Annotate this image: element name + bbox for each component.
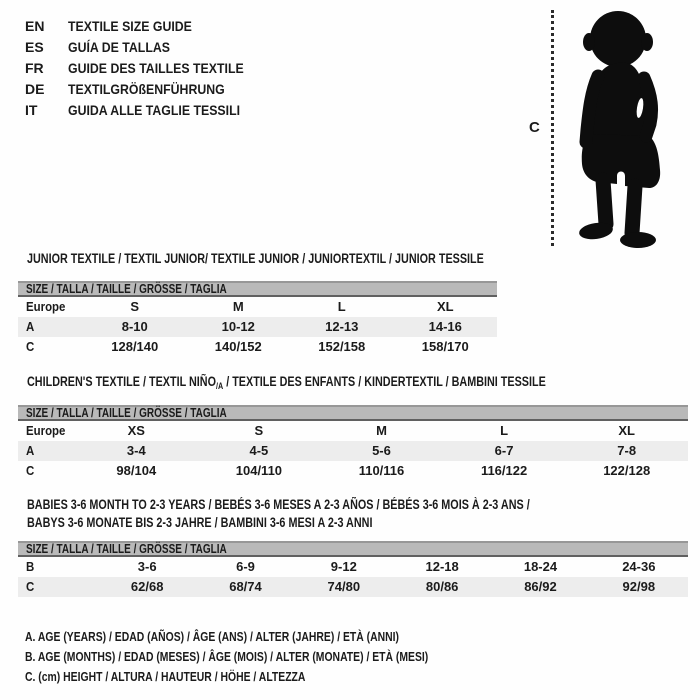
size-cell: 68/74 [229,579,262,594]
height-dotted-line [551,10,554,246]
row-label: C [26,339,35,354]
size-cell: XL [618,423,635,438]
size-cell: 5-6 [372,443,391,458]
size-cell: 158/170 [421,339,469,354]
children-title-subscript: /A [215,381,224,391]
table-row-height [18,577,688,597]
legend [25,627,529,687]
children-section-title [27,373,676,395]
language-title: TEXTILGRÖßENFÜHRUNG [68,80,225,97]
size-cell: 6-7 [494,443,514,458]
size-cell: 62/68 [130,579,164,594]
table-row-height [18,337,497,357]
table-row-age [18,441,688,461]
size-cell: 122/128 [603,463,651,478]
row-label: A [26,443,35,458]
babies-size-table [18,541,688,597]
language-title: GUIDE DES TAILLES TEXTILE [68,59,244,76]
size-cell: 6-9 [236,559,255,574]
height-measure-label: C [529,119,540,136]
size-cell: 12-18 [425,559,459,574]
size-cell: L [337,299,346,314]
size-cell: 140/152 [214,339,262,354]
row-label: C [26,579,35,594]
size-cell: 80/86 [425,579,459,594]
language-title: TEXTILE SIZE GUIDE [68,17,192,34]
size-cell: 18-24 [523,559,558,574]
language-code: DE [25,80,45,97]
size-cell: 9-12 [330,559,357,574]
children-size-table [18,405,688,481]
table-row-age-months [18,557,688,577]
size-cell: 8-10 [121,319,148,334]
language-code: FR [25,59,44,76]
language-title: GUIDA ALLE TAGLIE TESSILI [68,101,241,118]
row-label: Europe [26,299,66,314]
legend-line-c: C. (cm) HEIGHT / ALTURA / HAUTEUR / HÖHE / ALTEZZA [25,669,306,684]
junior-section-title-text: JUNIOR TEXTILE / TEXTIL JUNIOR/ TEXTILE JUNIOR / JUNIORTEXTIL / JUNIOR TESSILE [27,251,484,266]
babies-section-title [27,496,655,532]
legend-line-a: A. AGE (YEARS) / EDAD (AÑOS) / ÂGE (ANS) / ALTER (JAHRE) / ETÀ (ANNI) [25,629,400,644]
junior-section-title [27,250,598,268]
language-row-it [25,99,268,120]
size-header-label: SIZE / TALLA / TAILLE / GRÖSSE / TAGLIA [26,282,227,296]
language-code: IT [25,101,38,118]
size-cell: 3-6 [137,559,157,574]
size-cell: 128/140 [111,339,159,354]
size-cell: 24-36 [622,559,656,574]
size-cell: 12-13 [325,319,359,334]
size-header-bar [18,405,688,421]
language-row-fr [25,57,268,78]
size-cell: XS [127,423,145,438]
row-label: Europe [26,423,66,438]
size-cell: 92/98 [622,579,656,594]
row-label: C [26,463,35,478]
babies-title-line2: BABYS 3-6 MONATE BIS 2-3 JAHRE / BAMBINI 3-6 MESI A 2-3 ANNI [27,515,373,530]
size-header-label: SIZE / TALLA / TAILLE / GRÖSSE / TAGLIA [26,406,227,420]
size-cell: 74/80 [327,579,361,594]
size-header-bar [18,281,497,297]
table-row-age [18,317,497,337]
babies-title-line1: BABIES 3-6 MONTH TO 2-3 YEARS / BEBÉS 3-6 MESES A 2-3 AÑOS / BÉBÉS 3-6 MOIS À 2-3 ANS / [27,497,530,512]
size-cell: 4-5 [249,443,269,458]
size-cell: 104/110 [235,463,283,478]
language-row-de [25,78,268,99]
size-cell: 86/92 [524,579,557,594]
size-cell: 98/104 [116,463,157,478]
children-title-suffix: / TEXTILE DES ENFANTS / KINDERTEXTIL / BAMBINI TESSILE [223,374,546,389]
size-cell: 14-16 [428,319,462,334]
size-cell: S [130,299,140,314]
size-cell: 7-8 [617,443,637,458]
size-cell: L [500,423,509,438]
legend-line-b: B. AGE (MONTHS) / EDAD (MESES) / ÂGE (MOIS) / ALTER (MONATE) / ETÀ (MESI) [25,649,429,664]
language-row-en [25,15,268,36]
language-code: EN [25,17,45,34]
junior-size-table [18,281,497,357]
table-row-europe [18,297,497,317]
size-header-bar [18,541,688,557]
size-cell: XL [436,299,454,314]
table-row-height [18,461,688,481]
language-list [25,15,268,120]
size-cell: 10-12 [221,319,255,334]
children-title-prefix: CHILDREN'S TEXTILE / TEXTIL NIÑO [27,374,216,389]
toddler-silhouette-image [565,6,697,249]
row-label: A [26,319,35,334]
size-cell: 3-4 [126,443,146,458]
size-header-label: SIZE / TALLA / TAILLE / GRÖSSE / TAGLIA [26,542,227,556]
language-title: GUÍA DE TALLAS [68,38,170,55]
size-cell: 152/158 [318,339,366,354]
height-measure-figure [520,4,698,254]
size-cell: S [254,423,264,438]
language-row-es [25,36,268,57]
row-label: B [26,559,35,574]
language-code: ES [25,38,44,55]
size-cell: 116/122 [480,463,528,478]
size-cell: M [376,423,387,438]
size-cell: M [232,299,244,314]
size-cell: 110/116 [358,463,405,478]
table-row-europe [18,421,688,441]
